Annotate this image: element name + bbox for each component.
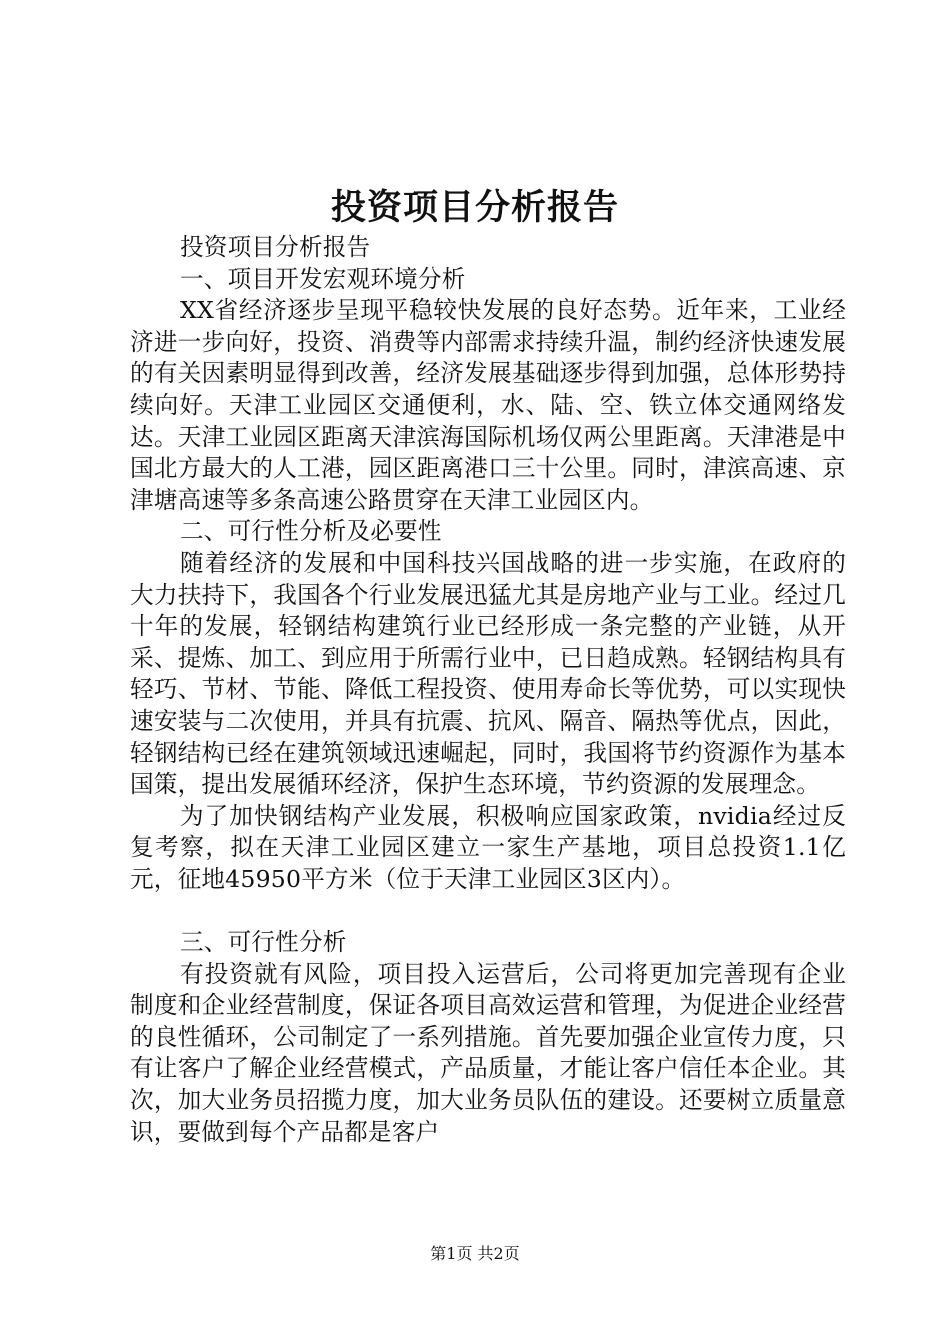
paragraph-subtitle: 投资项目分析报告 [180, 233, 371, 261]
page-number-footer: 第1页 共2页 [430, 1244, 520, 1263]
document-body [130, 232, 846, 1148]
paragraph-macro-environment: XX省经济逐步呈现平稳较快发展的良好态势。近年来，工业经济进一步向好，投资、消费等内部需求持续升温，制约经济快速发展的有关因素明显得到改善，经济发展基础逐步得到加强，总体形势持续向好。天津工业园区交通便利，水、陆、空、铁立体交通网络发达。天津工业园区距离天津滨海国际机场仅两公里距离。天津港是中国北方最大的人工港，园区距离港口三十公里。同时，津滨高速、京津塘高速等多条高速公路贯穿在天津工业园区内。 [130, 296, 846, 514]
section-heading-2: 二、可行性分析及必要性 [180, 517, 442, 546]
section-heading-1: 一、项目开发宏观环境分析 [180, 264, 466, 293]
paragraph-investment-plan: 为了加快钢结构产业发展，积极响应国家政策，nvidia经过反复考察，拟在天津工业园区建立一家生产基地，项目总投资1.1亿元，征地45950平方米（位于天津工业园区3区内）。 [130, 801, 846, 893]
section-heading-3: 三、可行性分析 [180, 928, 347, 957]
paragraph-feasibility-necessity: 随着经济的发展和中国科技兴国战略的进一步实施，在政府的大力扶持下，我国各个行业发展迅猛尤其是房地产业与工业。经过几十年的发展，轻钢结构建筑行业已经形成一条完整的产业链，从开采、提炼、加工、到应用于所需行业中，已日趋成熟。轻钢结构具有轻巧、节材、节能、降低工程投资、使用寿命长等优势，可以实现快速安装与二次使用，并具有抗震、抗风、隔音、隔热等优点，因此，轻钢结构已经在建筑领域迅速崛起，同时，我国将节约资源作为基本国策，提出发展循环经济，保护生态环境，节约资源的发展理念。 [130, 548, 846, 799]
document-title: 投资项目分析报告 [330, 187, 619, 228]
paragraph-risk-measures: 有投资就有风险，项目投入运营后，公司将更加完善现有企业制度和企业经营制度，保证各项目高效运营和管理，为促进企业经营的良性循环，公司制定了一系列措施。首先要加强企业宣传力度，只有让客户了解企业经营模式，产品质量，才能让客户信任本企业。其次，加大业务员招揽力度，加大业务员队伍的建设。还要树立质量意识，要做到每个产品都是客户 [130, 959, 846, 1146]
